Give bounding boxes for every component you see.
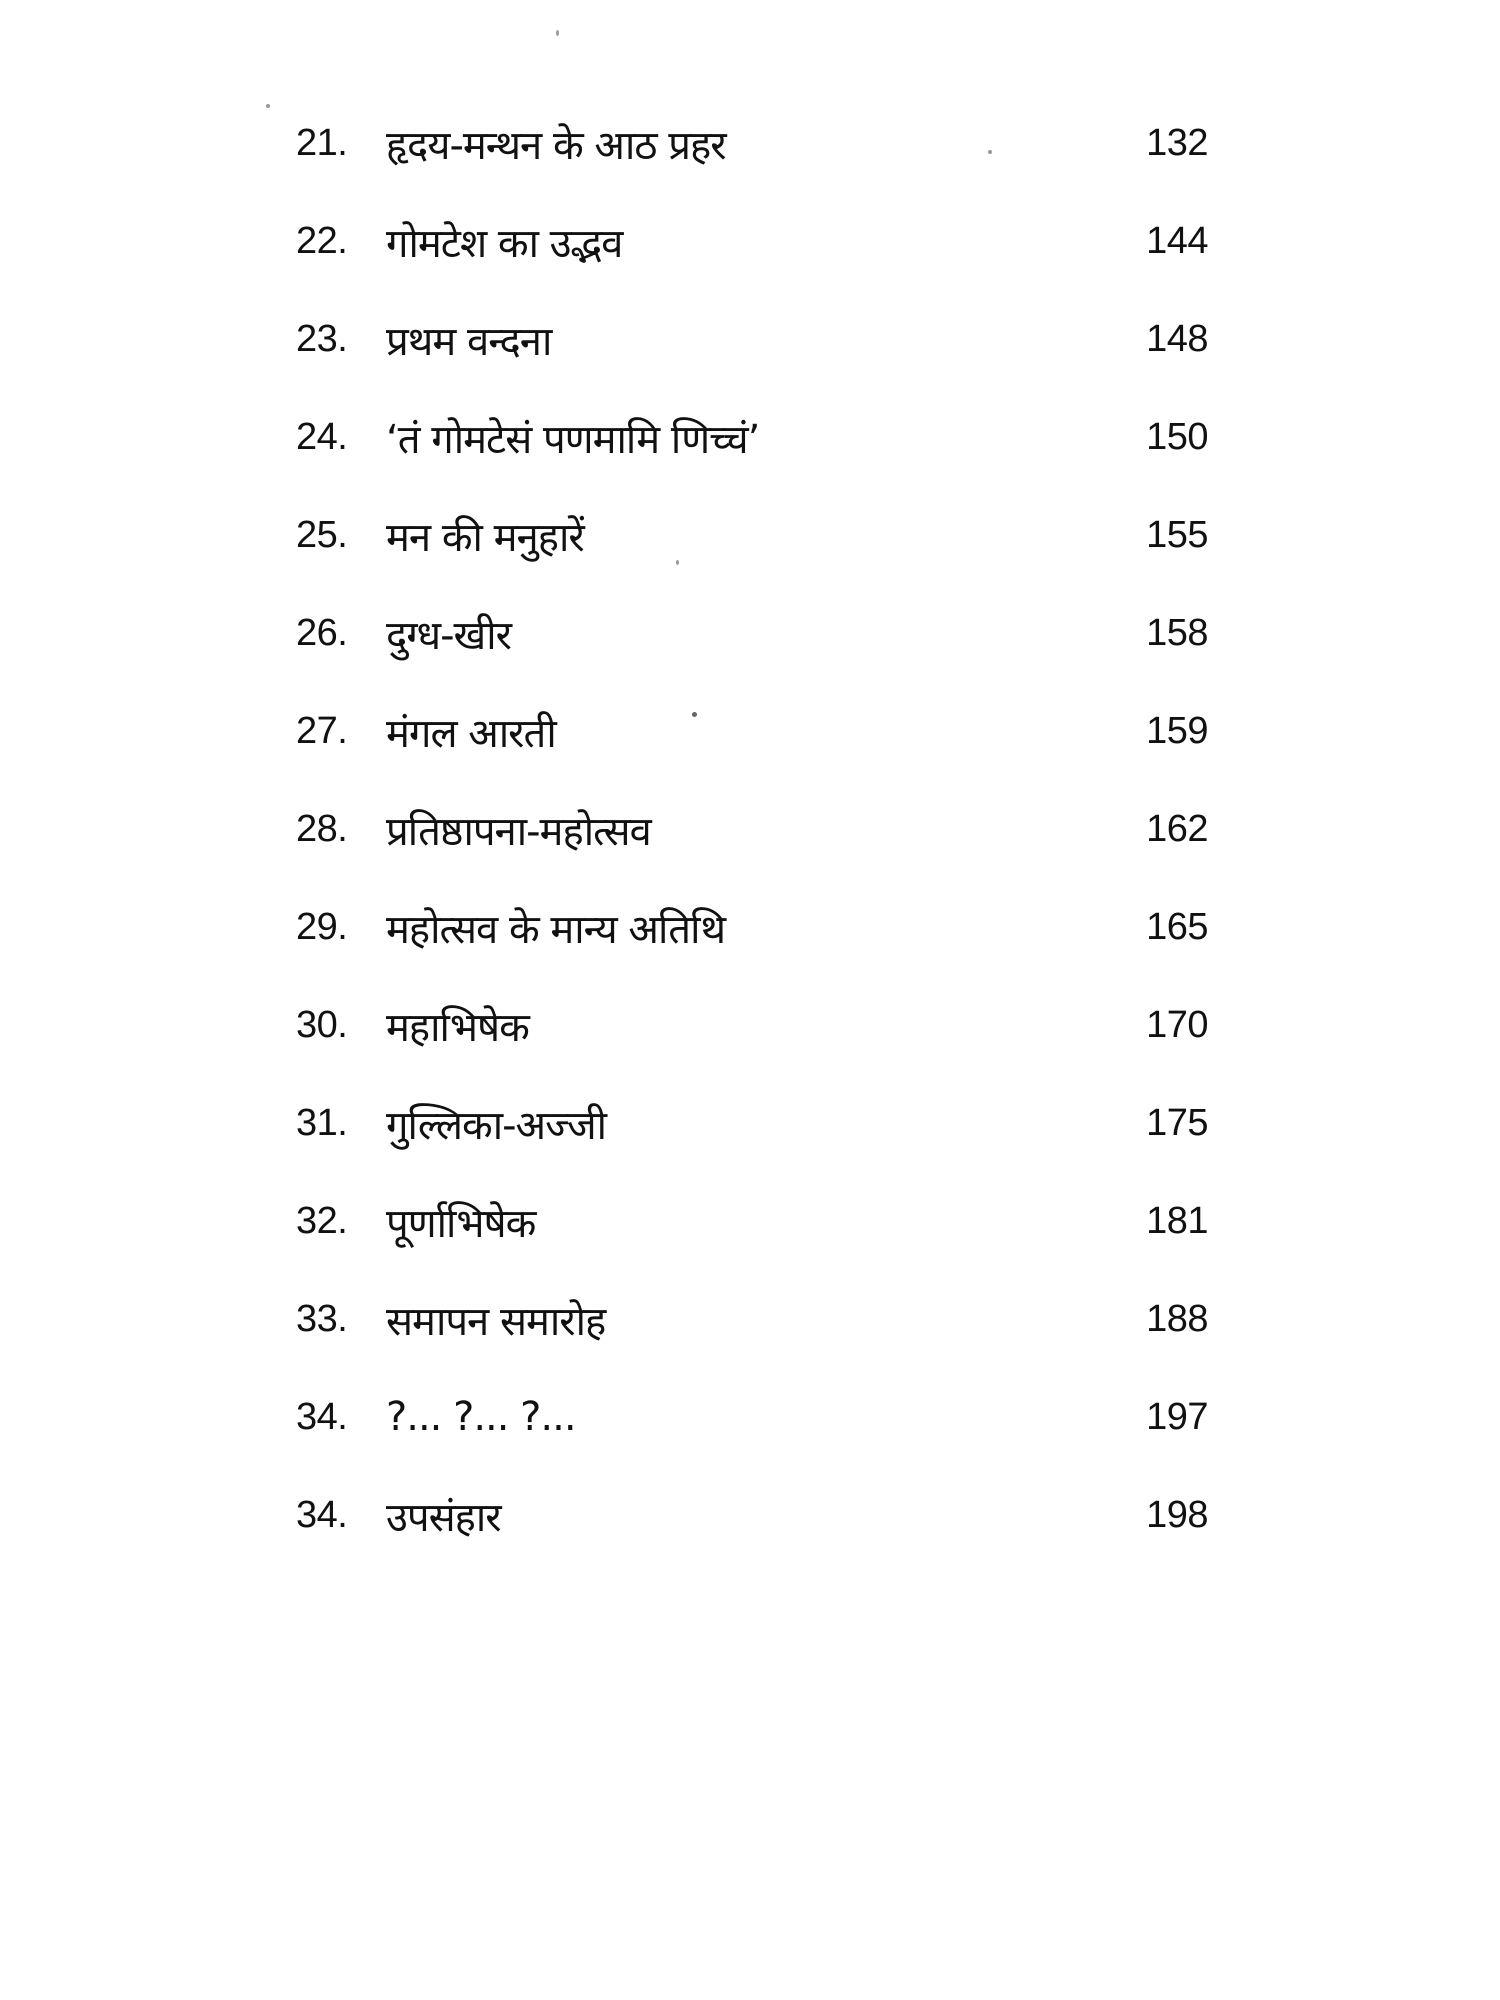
entry-page-number: 198	[1146, 1493, 1208, 1536]
toc-entry	[296, 388, 1208, 486]
entry-page-number: 148	[1146, 317, 1208, 360]
scan-speck	[266, 104, 270, 108]
toc-entry	[296, 290, 1208, 388]
entry-number: 22.	[296, 219, 348, 262]
entry-page-number: 158	[1146, 611, 1208, 654]
toc-entry	[296, 584, 1208, 682]
entry-number: 24.	[296, 415, 348, 458]
entry-title: मंगल आरती	[386, 710, 556, 757]
entry-title: पूर्णाभिषेक	[386, 1200, 536, 1247]
toc-entry	[296, 1270, 1208, 1368]
entry-title: उपसंहार	[386, 1494, 501, 1541]
toc-entry	[296, 682, 1208, 780]
toc-entry	[296, 780, 1208, 878]
entry-page-number: 155	[1146, 513, 1208, 556]
entry-title: ‘तं गोमटेसं पणमामि णिच्चं’	[386, 416, 760, 463]
entry-page-number: 165	[1146, 905, 1208, 948]
toc-entry	[296, 486, 1208, 584]
entry-number: 29.	[296, 905, 348, 948]
entry-title: ?... ?... ?...	[386, 1394, 576, 1440]
entry-page-number: 188	[1146, 1297, 1208, 1340]
entry-title: गुल्लिका-अज्जी	[386, 1102, 607, 1149]
entry-number: 26.	[296, 611, 348, 654]
toc-entry	[296, 976, 1208, 1074]
toc-entry	[296, 878, 1208, 976]
entry-title: महाभिषेक	[386, 1004, 529, 1051]
entry-page-number: 144	[1146, 219, 1208, 262]
entry-number: 31.	[296, 1101, 348, 1144]
entry-page-number: 162	[1146, 807, 1208, 850]
entry-page-number: 175	[1146, 1101, 1208, 1144]
table-of-contents	[296, 94, 1208, 1564]
entry-number: 28.	[296, 807, 348, 850]
entry-title: मन की मनुहारें	[386, 514, 584, 561]
entry-page-number: 132	[1146, 121, 1208, 164]
toc-entry	[296, 1466, 1208, 1564]
entry-number: 21.	[296, 121, 348, 164]
entry-page-number: 197	[1146, 1395, 1208, 1438]
entry-title: महोत्सव के मान्य अतिथि	[386, 906, 726, 953]
toc-entry	[296, 192, 1208, 290]
entry-page-number: 150	[1146, 415, 1208, 458]
toc-entry	[296, 1074, 1208, 1172]
entry-number: 25.	[296, 513, 348, 556]
toc-entry	[296, 1172, 1208, 1270]
entry-page-number: 159	[1146, 709, 1208, 752]
entry-number: 32.	[296, 1199, 348, 1242]
entry-page-number: 181	[1146, 1199, 1208, 1242]
entry-number: 34.	[296, 1395, 348, 1438]
toc-entry	[296, 1368, 1208, 1466]
toc-entry	[296, 94, 1208, 192]
entry-number: 30.	[296, 1003, 348, 1046]
entry-number: 33.	[296, 1297, 348, 1340]
scan-speck	[556, 30, 559, 36]
entry-number: 27.	[296, 709, 348, 752]
entry-title: हृदय-मन्थन के आठ प्रहर	[386, 122, 726, 169]
entry-title: दुग्ध-खीर	[386, 612, 511, 659]
entry-title: गोमटेश का उद्भव	[386, 220, 623, 267]
entry-number: 34.	[296, 1493, 348, 1536]
entry-page-number: 170	[1146, 1003, 1208, 1046]
entry-title: समापन समारोह	[386, 1298, 606, 1345]
entry-number: 23.	[296, 317, 348, 360]
entry-title: प्रथम वन्दना	[386, 318, 552, 365]
entry-title: प्रतिष्ठापना-महोत्सव	[386, 808, 651, 855]
